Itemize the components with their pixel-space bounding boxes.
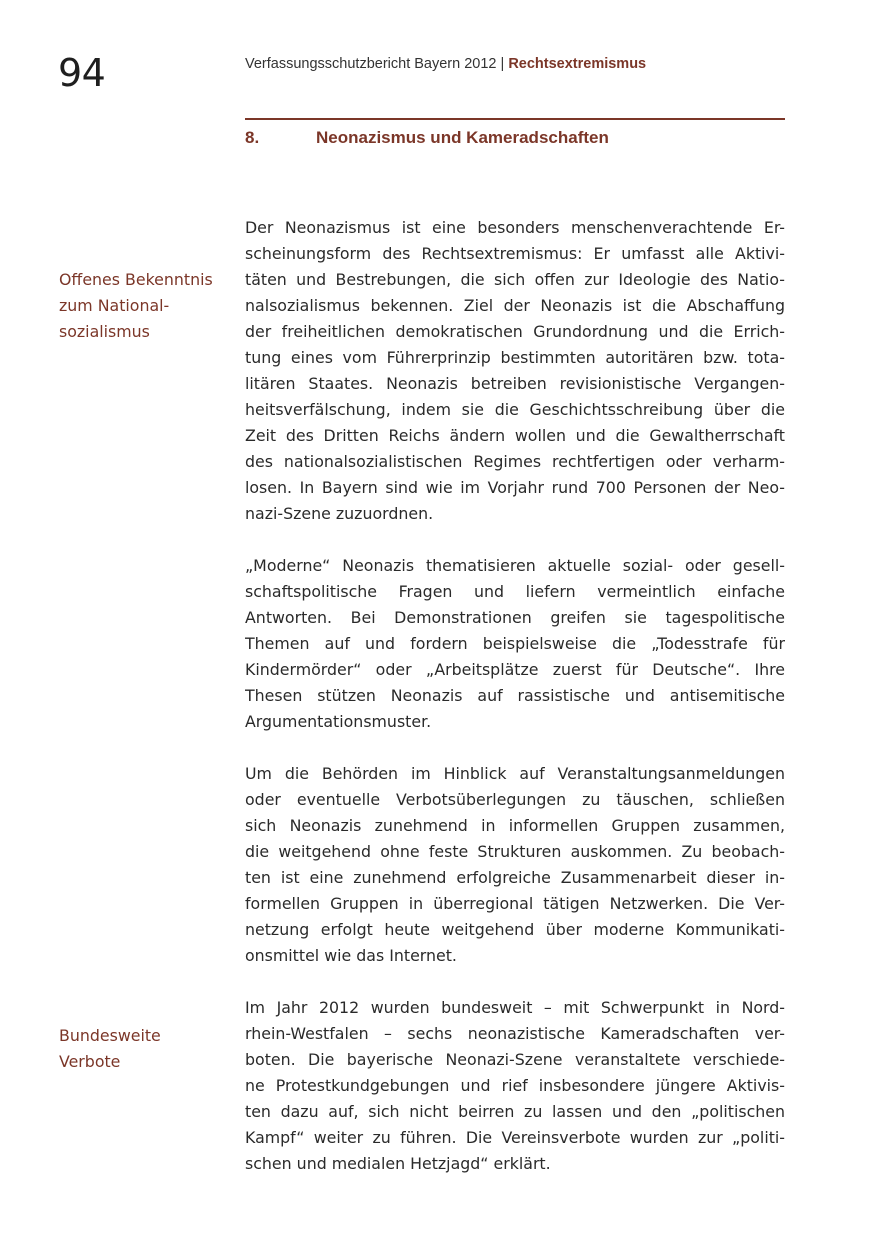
running-header-publication: Verfassungsschutzbericht Bayern 2012 <box>245 56 497 72</box>
text-line: scheinungsform des Rechtsextremismus: Er umfasst alle Aktivi- <box>245 244 785 263</box>
margin-note-line: zum National- <box>59 296 170 315</box>
running-header-separator: | <box>496 56 509 72</box>
text-line: ne Protestkundgebungen und rief insbesondere jüngere Aktivis- <box>245 1076 785 1095</box>
text-line: schaftspolitische Fragen und liefern vermeintlich einfache <box>245 582 785 601</box>
margin-note-line: Offenes Bekenntnis <box>59 270 213 289</box>
text-line: Im Jahr 2012 wurden bundesweit – mit Schwerpunkt in Nord- <box>245 998 785 1017</box>
paragraph-moderne-neonazis <box>245 553 785 735</box>
body-text <box>245 215 785 1203</box>
paragraph-bundesweite-verbote <box>245 995 785 1177</box>
text-line: Der Neonazismus ist eine besonders menschenverachtende Er- <box>245 218 785 237</box>
text-line: „Moderne“ Neonazis thematisieren aktuelle sozial- oder gesell- <box>245 556 785 575</box>
text-line: Kindermörder“ oder „Arbeitsplätze zuerst für Deutsche“. Ihre <box>245 660 785 679</box>
text-line: oder eventuelle Verbotsüberlegungen zu täuschen, schließen <box>245 790 785 809</box>
margin-note-line: Bundesweite <box>59 1026 161 1045</box>
text-line: Antworten. Bei Demonstrationen greifen sie tagespolitische <box>245 608 785 627</box>
chapter-title: Neonazismus und Kameradschaften <box>316 128 609 147</box>
text-line: ten ist eine zunehmend erfolgreiche Zusammenarbeit dieser in- <box>245 868 785 887</box>
page-number: 94 <box>58 51 106 95</box>
text-line: Zeit des Dritten Reichs ändern wollen und die Gewaltherrschaft <box>245 426 785 445</box>
margin-note-line: Verbote <box>59 1052 121 1071</box>
paragraph-neonazismus <box>245 215 785 527</box>
text-line: Themen auf und fordern beispielsweise die „Todesstrafe für <box>245 634 785 653</box>
running-header-section: Rechtsextremismus <box>508 56 647 72</box>
text-line: Um die Behörden im Hinblick auf Veranstaltungsanmeldungen <box>245 764 785 783</box>
text-line: formellen Gruppen in überregional tätigen Netzwerken. Die Ver- <box>245 894 785 913</box>
text-line: Thesen stützen Neonazis auf rassistische und antisemitische <box>245 686 785 705</box>
margin-note-line: sozialismus <box>59 322 150 341</box>
header-rule <box>245 118 785 120</box>
text-line: ten dazu auf, sich nicht beirren zu lassen und den „politischen <box>245 1102 785 1121</box>
text-line: sich Neonazis zunehmend in informellen Gruppen zusammen, <box>245 816 785 835</box>
text-line: onsmittel wie das Internet. <box>245 946 457 965</box>
text-line: boten. Die bayerische Neonazi-Szene veranstaltete verschiede- <box>245 1050 785 1069</box>
text-line: heitsverfälschung, indem sie die Geschichtsschreibung über die <box>245 400 785 419</box>
text-line: netzung erfolgt heute weitgehend über moderne Kommunikati- <box>245 920 785 939</box>
running-header <box>245 55 646 73</box>
text-line: täten und Bestrebungen, die sich offen zur Ideologie des Natio- <box>245 270 785 289</box>
text-line: des nationalsozialistischen Regimes rechtfertigen oder verharm- <box>245 452 785 471</box>
text-line: nazi-Szene zuzuordnen. <box>245 504 434 523</box>
text-line: der freiheitlichen demokratischen Grundordnung und die Errich- <box>245 322 785 341</box>
text-line: tung eines vom Führerprinzip bestimmten autoritären bzw. tota- <box>245 348 785 367</box>
margin-note-verbote <box>59 1023 239 1075</box>
text-line: schen und medialen Hetzjagd“ erklärt. <box>245 1154 551 1173</box>
text-line: litären Staates. Neonazis betreiben revisionistische Vergangen- <box>245 374 785 393</box>
margin-note-bekenntnis <box>59 267 239 345</box>
text-line: Kampf“ weiter zu führen. Die Vereinsverbote wurden zur „politi- <box>245 1128 785 1147</box>
text-line: die weitgehend ohne feste Strukturen auskommen. Zu beobach- <box>245 842 785 861</box>
paragraph-informelle-gruppen <box>245 761 785 969</box>
text-line: Argumentationsmuster. <box>245 712 432 731</box>
text-line: losen. In Bayern sind wie im Vorjahr rund 700 Personen der Neo- <box>245 478 785 497</box>
text-line: nalsozialismus bekennen. Ziel der Neonazis ist die Abschaffung <box>245 296 785 315</box>
text-line: rhein-Westfalen – sechs neonazistische Kameradschaften ver- <box>245 1024 785 1043</box>
chapter-heading <box>245 127 785 149</box>
chapter-number: 8. <box>245 128 260 147</box>
